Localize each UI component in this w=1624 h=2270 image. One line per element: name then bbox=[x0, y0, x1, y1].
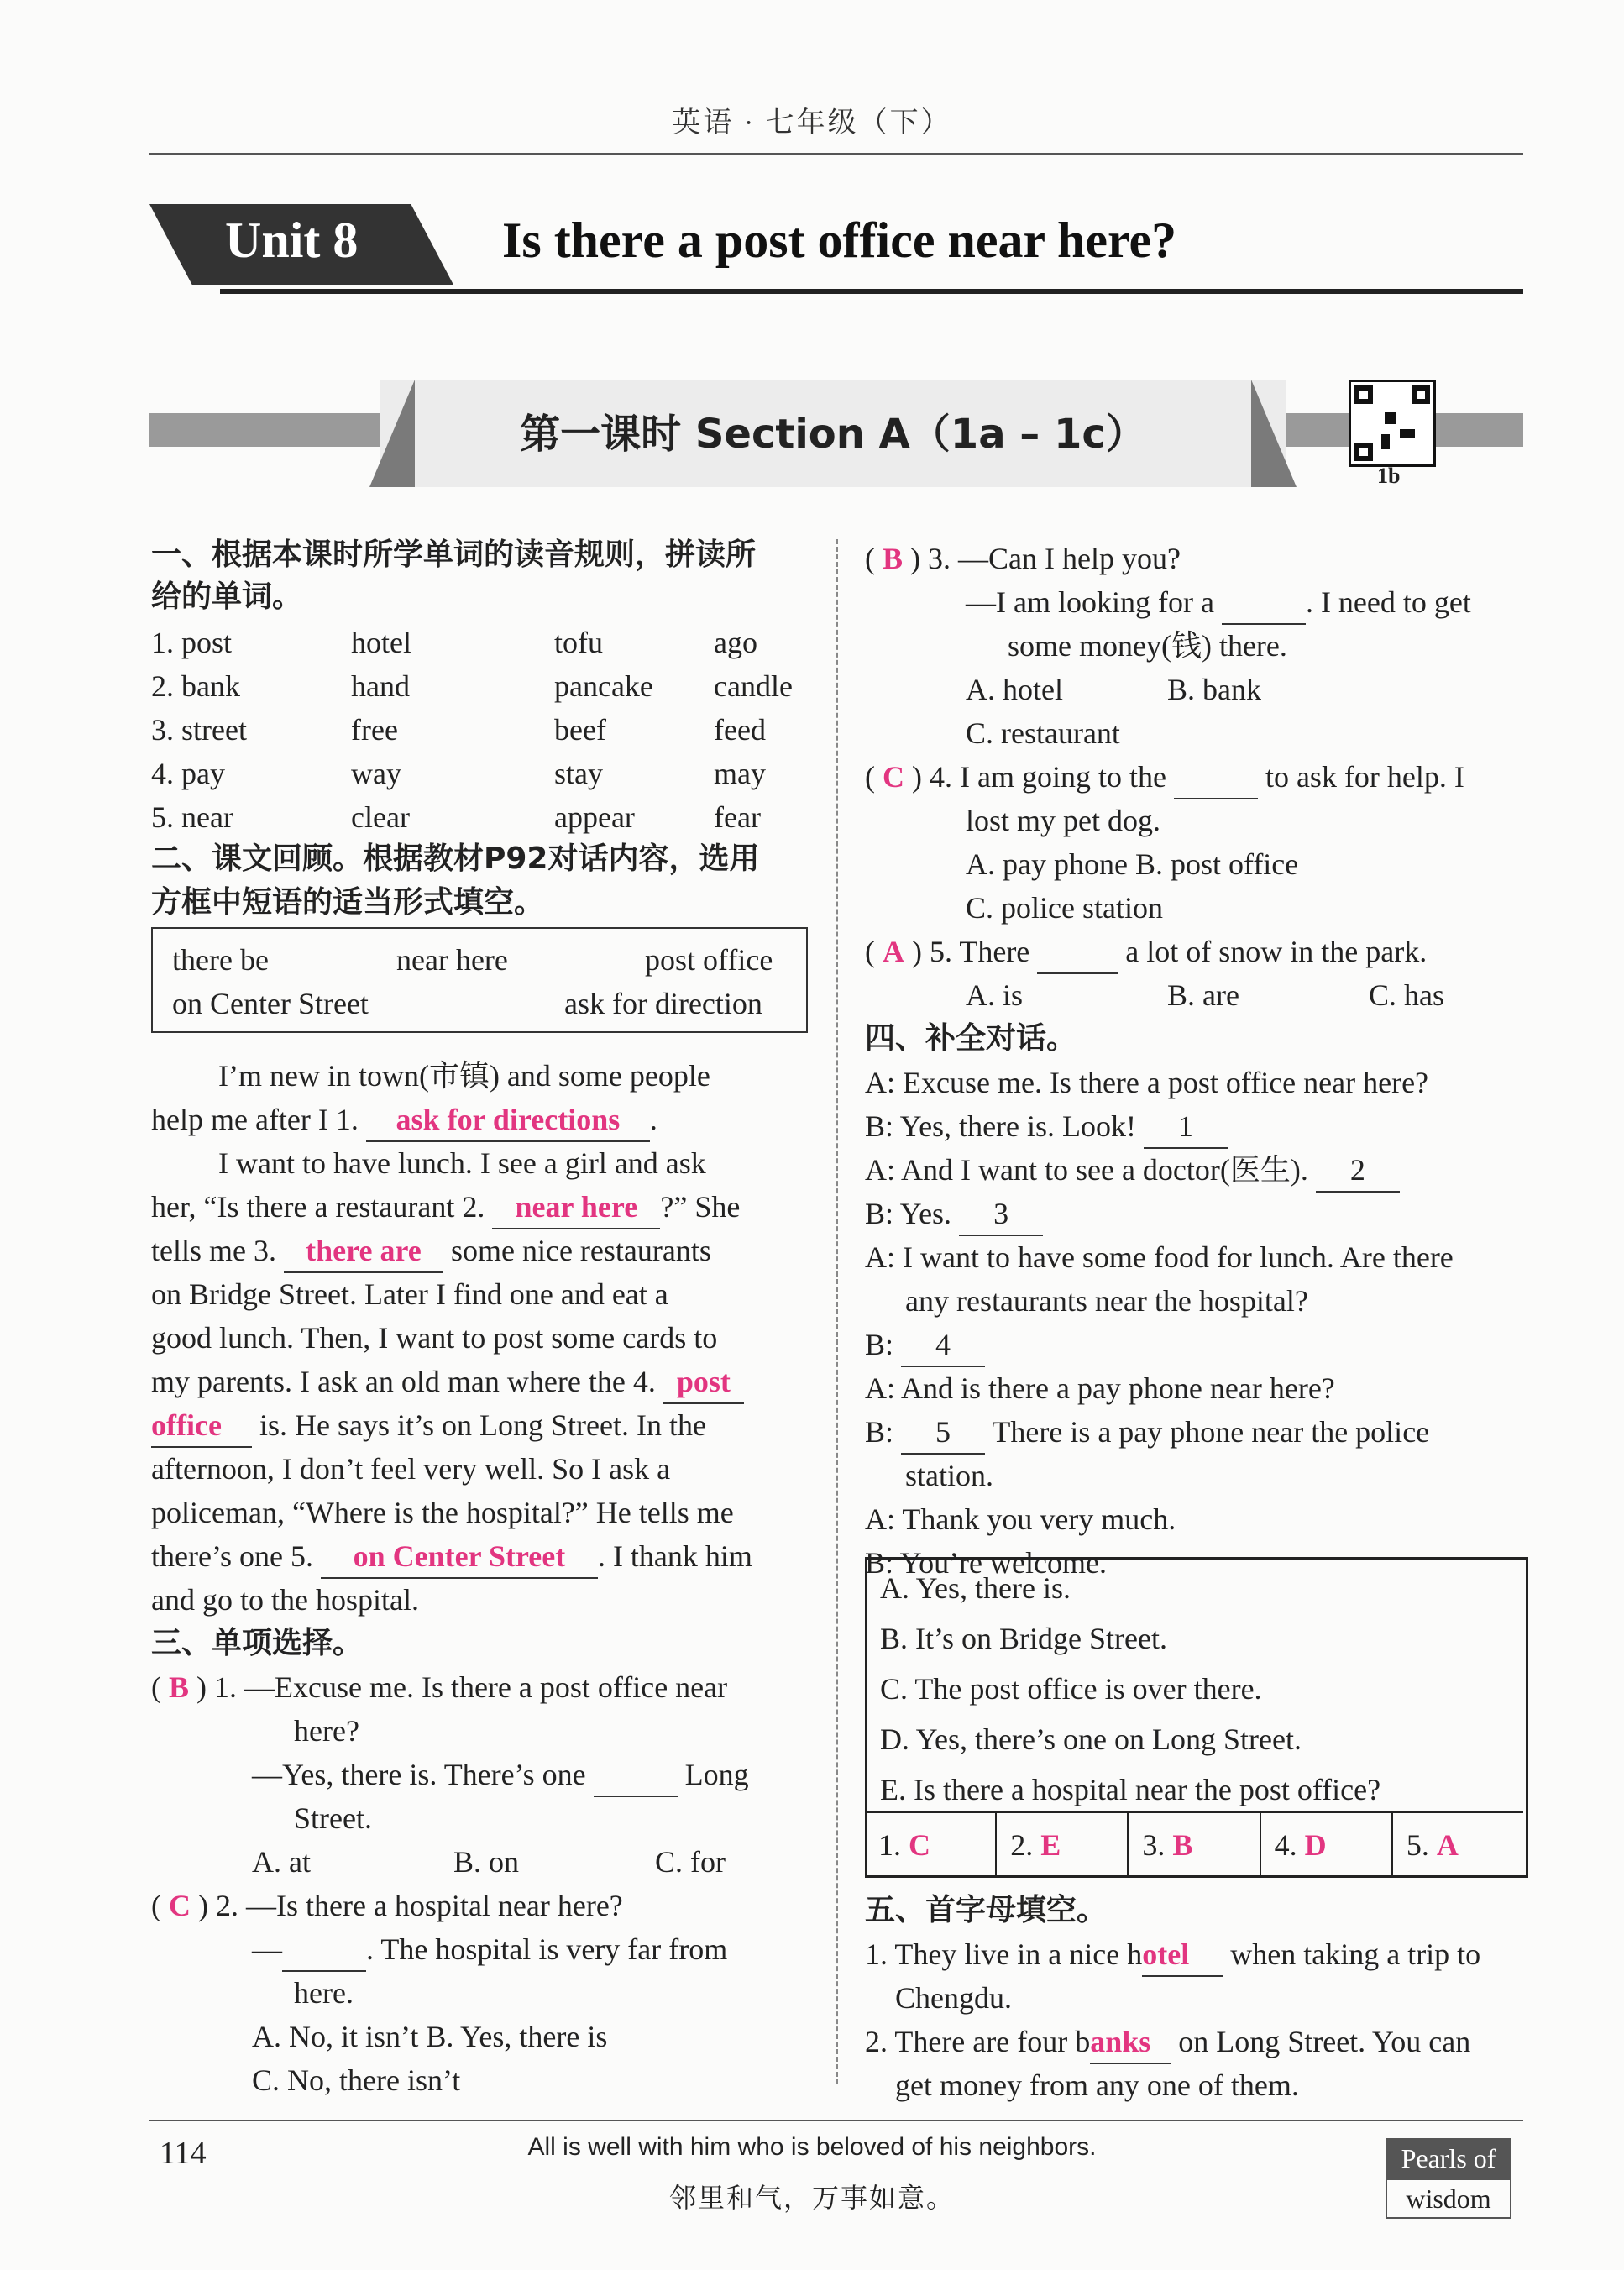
motto-english: All is well with him who is beloved of his neighbors. bbox=[527, 2133, 1097, 2161]
dialog-line: B: Yes, there is. Look! 1 bbox=[865, 1105, 1228, 1149]
mc-question-2: ( C ) 2. —Is there a hospital near here? bbox=[151, 1889, 623, 1922]
qr-label: 1b bbox=[1377, 464, 1401, 488]
mc-option: C. police station bbox=[966, 891, 1163, 925]
mc-question-line: here? bbox=[294, 1714, 359, 1748]
phrase-item: there be bbox=[172, 943, 269, 977]
word-cell: candle bbox=[714, 669, 793, 703]
mc-question-3: ( B ) 3. —Can I help you? bbox=[865, 542, 1181, 575]
passage-line: good lunch. Then, I want to post some cards to bbox=[151, 1321, 718, 1355]
word-cell: stay bbox=[554, 757, 603, 790]
word-cell: 1. post bbox=[151, 626, 233, 659]
fill-question-1: 1. They live in a nice hotel when taking a trip to bbox=[865, 1933, 1480, 1977]
passage-line: office is. He says it’s on Long Street. In the bbox=[151, 1404, 706, 1448]
word-cell: way bbox=[351, 757, 401, 790]
motto-chinese: 邻里和气，万事如意。 bbox=[668, 2182, 955, 2214]
word-cell: free bbox=[351, 713, 398, 747]
word-cell: may bbox=[714, 757, 766, 790]
passage-line: help me after I 1. ask for directions . bbox=[151, 1098, 657, 1142]
dialog-line: A: And I want to see a doctor(医生). 2 bbox=[865, 1149, 1400, 1193]
mc-answer: B bbox=[169, 1670, 190, 1704]
unit-rule bbox=[220, 289, 1523, 294]
mc-option: A. is bbox=[966, 978, 1024, 1012]
word-cell: ago bbox=[714, 626, 757, 659]
word-cell: hotel bbox=[351, 626, 411, 659]
phrase-item: near here bbox=[396, 943, 508, 977]
dialog-line: B: You’re welcome. bbox=[865, 1546, 1107, 1580]
answer-cell: 3. B bbox=[1129, 1813, 1260, 1877]
part4-heading: 四、补全对话。 bbox=[865, 1021, 1077, 1056]
dialog-line: A: Thank you very much. bbox=[865, 1502, 1176, 1536]
word-cell: beef bbox=[554, 713, 606, 747]
qr-code-icon[interactable] bbox=[1349, 380, 1436, 467]
answer-cell: 4. D bbox=[1261, 1813, 1393, 1877]
word-cell: pancake bbox=[554, 669, 653, 703]
mc-question-line: some money(钱) there. bbox=[1008, 629, 1287, 663]
word-cell: clear bbox=[351, 800, 410, 834]
passage-line: her, “Is there a restaurant 2. near here ?” She bbox=[151, 1186, 740, 1229]
answer-grid bbox=[865, 1811, 1523, 1877]
mc-option: A. No, it isn’t B. Yes, there is bbox=[252, 2020, 608, 2053]
part2-heading-cont: 方框中短语的适当形式填空。 bbox=[151, 885, 545, 920]
passage-line: tells me 3. there are some nice restaurants bbox=[151, 1229, 711, 1273]
mc-option: C. restaurant bbox=[966, 716, 1120, 750]
mc-question-line: here. bbox=[294, 1976, 354, 2010]
mc-question-5: ( A ) 5. There a lot of snow in the park. bbox=[865, 931, 1427, 974]
dialog-line: station. bbox=[905, 1459, 993, 1492]
dialog-option: C. The post office is over there. bbox=[880, 1672, 1262, 1706]
dialog-line: B: 4 bbox=[865, 1324, 985, 1367]
dialog-option: D. Yes, there’s one on Long Street. bbox=[880, 1722, 1302, 1756]
mc-option: A. pay phone B. post office bbox=[966, 847, 1299, 881]
mc-option: C. has bbox=[1369, 978, 1444, 1012]
answer-fill: office bbox=[151, 1408, 222, 1442]
answer-cell: 2. E bbox=[997, 1813, 1129, 1877]
mc-option: B. are bbox=[1167, 978, 1239, 1012]
dialog-option: A. Yes, there is. bbox=[880, 1571, 1071, 1605]
part3-heading: 三、单项选择。 bbox=[151, 1626, 364, 1660]
answer-fill: ask for directions bbox=[396, 1103, 621, 1136]
part5-heading: 五、首字母填空。 bbox=[865, 1893, 1108, 1927]
fill-question-line: get money from any one of them. bbox=[895, 2068, 1299, 2102]
passage-line: my parents. I ask an old man where the 4. post bbox=[151, 1360, 744, 1404]
dialog-line: B: 5 There is a pay phone near the police bbox=[865, 1411, 1429, 1455]
running-header: 英语 · 七年级（下） bbox=[672, 107, 952, 139]
phrase-item: ask for direction bbox=[564, 987, 762, 1020]
mc-question-line: Street. bbox=[294, 1801, 372, 1835]
word-cell: 3. street bbox=[151, 713, 247, 747]
dialog-line: A: Excuse me. Is there a post office near here? bbox=[865, 1066, 1429, 1099]
answer-cell: 5. A bbox=[1406, 1828, 1459, 1862]
word-cell: 4. pay bbox=[151, 757, 225, 790]
passage-line: I want to have lunch. I see a girl and ask bbox=[218, 1146, 706, 1180]
fill-question-2: 2. There are four banks on Long Street. You can bbox=[865, 2021, 1470, 2064]
answer-fill: otel bbox=[1142, 1937, 1190, 1971]
mc-option: A. hotel bbox=[966, 673, 1063, 706]
mc-answer: A bbox=[883, 935, 904, 968]
dialog-option: B. It’s on Bridge Street. bbox=[880, 1622, 1167, 1655]
mc-option: C. No, there isn’t bbox=[252, 2063, 461, 2097]
dialog-line: A: I want to have some food for lunch. Are there bbox=[865, 1240, 1454, 1274]
phrase-item: post office bbox=[645, 943, 773, 977]
part2-heading: 二、课文回顾。根据教材P92对话内容，选用 bbox=[151, 841, 760, 876]
page-number: 114 bbox=[160, 2136, 207, 2171]
answer-cell: 1. C bbox=[865, 1813, 997, 1877]
mc-question-line: lost my pet dog. bbox=[966, 804, 1160, 837]
unit-label: Unit 8 bbox=[225, 212, 359, 268]
pearls-badge-top: Pearls of bbox=[1386, 2138, 1511, 2178]
word-cell: 5. near bbox=[151, 800, 233, 834]
mc-option: B. on bbox=[453, 1845, 520, 1879]
mc-question-1: ( B ) 1. —Excuse me. Is there a post office near bbox=[151, 1670, 728, 1704]
answer-fill: anks bbox=[1090, 2025, 1151, 2058]
answer-fill: there are bbox=[306, 1234, 422, 1267]
mc-question-line: — . The hospital is very far from bbox=[252, 1928, 727, 1972]
mc-question-line: —Yes, there is. There’s one Long bbox=[252, 1754, 749, 1797]
dialog-line: any restaurants near the hospital? bbox=[905, 1284, 1308, 1318]
mc-answer: B bbox=[883, 542, 904, 575]
answer-fill: on Center Street bbox=[353, 1539, 566, 1573]
pearls-badge-bottom: wisdom bbox=[1386, 2178, 1511, 2219]
passage-line: there’s one 5. on Center Street . I thank him bbox=[151, 1535, 752, 1579]
phrase-item: on Center Street bbox=[172, 987, 369, 1020]
passage-line: and go to the hospital. bbox=[151, 1583, 419, 1617]
part1-heading-cont: 给的单词。 bbox=[151, 579, 303, 614]
mc-question-4: ( C ) 4. I am going to the to ask for help. I bbox=[865, 756, 1464, 799]
passage-line: I’m new in town(市镇) and some people bbox=[218, 1059, 710, 1093]
passage-line: policeman, “Where is the hospital?” He tells me bbox=[151, 1496, 734, 1529]
unit-title: Is there a post office near here? bbox=[502, 212, 1177, 268]
answer-fill: near here bbox=[515, 1190, 638, 1224]
mc-option: C. for bbox=[655, 1845, 726, 1879]
word-cell: fear bbox=[714, 800, 761, 834]
footer-rule bbox=[149, 2120, 1523, 2121]
mc-option: B. bank bbox=[1167, 673, 1261, 706]
mc-answer: C bbox=[883, 760, 904, 794]
word-cell: appear bbox=[554, 800, 635, 834]
column-divider bbox=[836, 539, 838, 2084]
mc-answer: C bbox=[169, 1889, 191, 1922]
header-rule bbox=[149, 153, 1523, 155]
mc-question-line: —I am looking for a . I need to get bbox=[966, 581, 1471, 625]
section-title: 第一课时 Section A（1a – 1c） bbox=[520, 411, 1146, 458]
word-cell: hand bbox=[351, 669, 410, 703]
passage-line: afternoon, I don’t feel very well. So I ask a bbox=[151, 1452, 671, 1486]
word-cell: feed bbox=[714, 713, 766, 747]
mc-option: A. at bbox=[252, 1845, 311, 1879]
dialog-line: B: Yes. 3 bbox=[865, 1193, 1043, 1236]
answer-fill: post bbox=[676, 1365, 731, 1398]
word-cell: 2. bank bbox=[151, 669, 240, 703]
dialog-line: A: And is there a pay phone near here? bbox=[865, 1371, 1335, 1405]
part1-heading: 一、根据本课时所学单词的读音规则，拼读所 bbox=[151, 537, 757, 572]
passage-line: on Bridge Street. Later I find one and eat a bbox=[151, 1277, 668, 1311]
dialog-option: E. Is there a hospital near the post office? bbox=[880, 1773, 1381, 1806]
fill-question-line: Chengdu. bbox=[895, 1981, 1012, 2015]
word-cell: tofu bbox=[554, 626, 603, 659]
